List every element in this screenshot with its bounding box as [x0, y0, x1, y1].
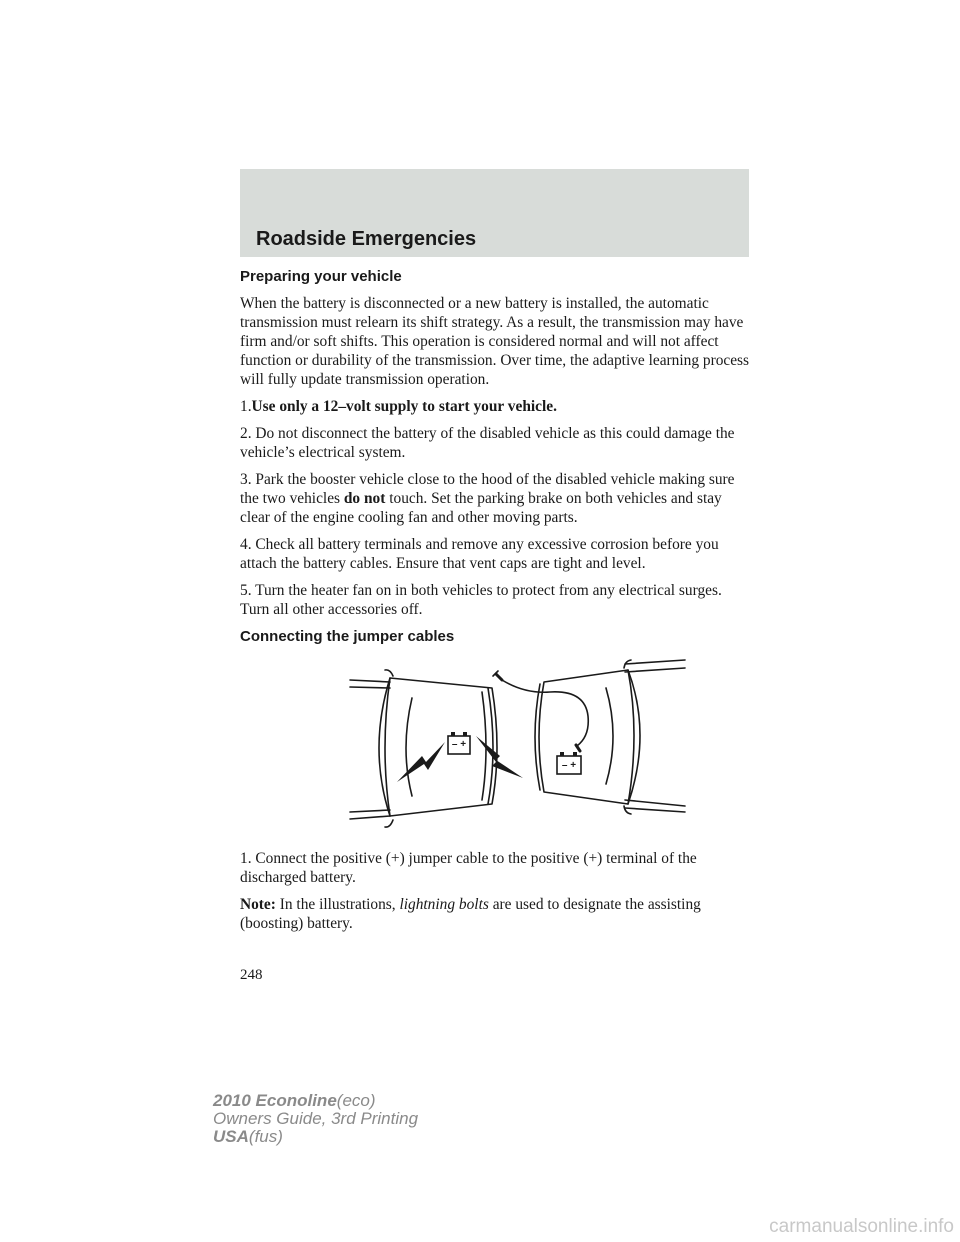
note-pre: In the illustrations, — [279, 896, 396, 913]
step-3-pre: 3. Park the booster vehicle close to the hood of the disabled vehicle making sure the two vehicles — [240, 471, 735, 507]
step-5: 5. Turn the heater fan on in both vehicles to protect from any electrical surges. Turn all other accessories off. — [240, 582, 722, 618]
section-header-band — [240, 169, 749, 257]
footer-line-1 — [213, 1092, 418, 1110]
step-3-bold: do not — [343, 490, 386, 507]
page-number: 248 — [240, 967, 263, 983]
watermark: carmanualsonline.info — [769, 1216, 954, 1237]
step-1-number: 1. — [240, 398, 252, 415]
footer-market: USA — [213, 1127, 249, 1146]
connect-step-1: 1. Connect the positive (+) jumper cable to the positive (+) terminal of the discharged battery. — [240, 850, 697, 886]
heading-connecting-cables: Connecting the jumper cables — [240, 628, 455, 645]
step-1-text: Use only a 12–volt supply to start your vehicle. — [251, 398, 557, 415]
note — [240, 895, 750, 933]
footer-market-code: (fus) — [248, 1127, 283, 1146]
heading-preparing-vehicle: Preparing your vehicle — [240, 268, 402, 285]
section-title: Roadside Emergencies — [256, 228, 477, 250]
disabled-battery-label: – + — [451, 739, 467, 750]
document-footer — [213, 1092, 418, 1146]
booster-battery — [557, 752, 581, 774]
disabled-battery — [448, 732, 470, 754]
footer-model-code: (eco) — [336, 1091, 376, 1110]
step-2: 2. Do not disconnect the battery of the disabled vehicle as this could damage the vehicle’s electrical system. — [240, 425, 735, 461]
step-4: 4. Check all battery terminals and remove any excessive corrosion before you attach the battery cables. Ensure that vent caps are tight and level. — [240, 536, 719, 572]
booster-battery-label: – + — [561, 760, 577, 771]
lightning-bolt-icon — [476, 736, 523, 778]
jumper-cable — [502, 680, 588, 746]
page-content — [240, 265, 750, 941]
note-post: are used to designate the assisting (boosting) battery. — [240, 896, 701, 932]
step-3 — [240, 470, 750, 527]
jumper-cable-illustration — [240, 654, 750, 839]
note-label: Note: — [240, 896, 276, 913]
step-1 — [240, 397, 750, 416]
disabled-vehicle-drawing — [350, 670, 497, 827]
vehicles-diagram — [240, 654, 750, 839]
footer-line-2: Owners Guide, 3rd Printing — [213, 1109, 419, 1128]
footer-model: 2010 Econoline — [213, 1091, 337, 1110]
note-italic: lightning bolts — [399, 896, 489, 913]
footer-line-3 — [213, 1128, 418, 1146]
step-3-post: touch. Set the parking brake on both vehicles and stay clear of the engine cooling fan and other moving parts. — [240, 490, 722, 526]
booster-vehicle-drawing — [535, 660, 685, 814]
paragraph-intro: When the battery is disconnected or a new battery is installed, the automatic transmission must relearn its shift strategy. As a result, the transmission may have firm and/or soft shifts. This operation is considered normal and will not affect function or durability of the transmission. Over time, the adaptive learning process will fully update transmission operation. — [240, 295, 750, 388]
lightning-bolt-icon — [397, 742, 445, 782]
